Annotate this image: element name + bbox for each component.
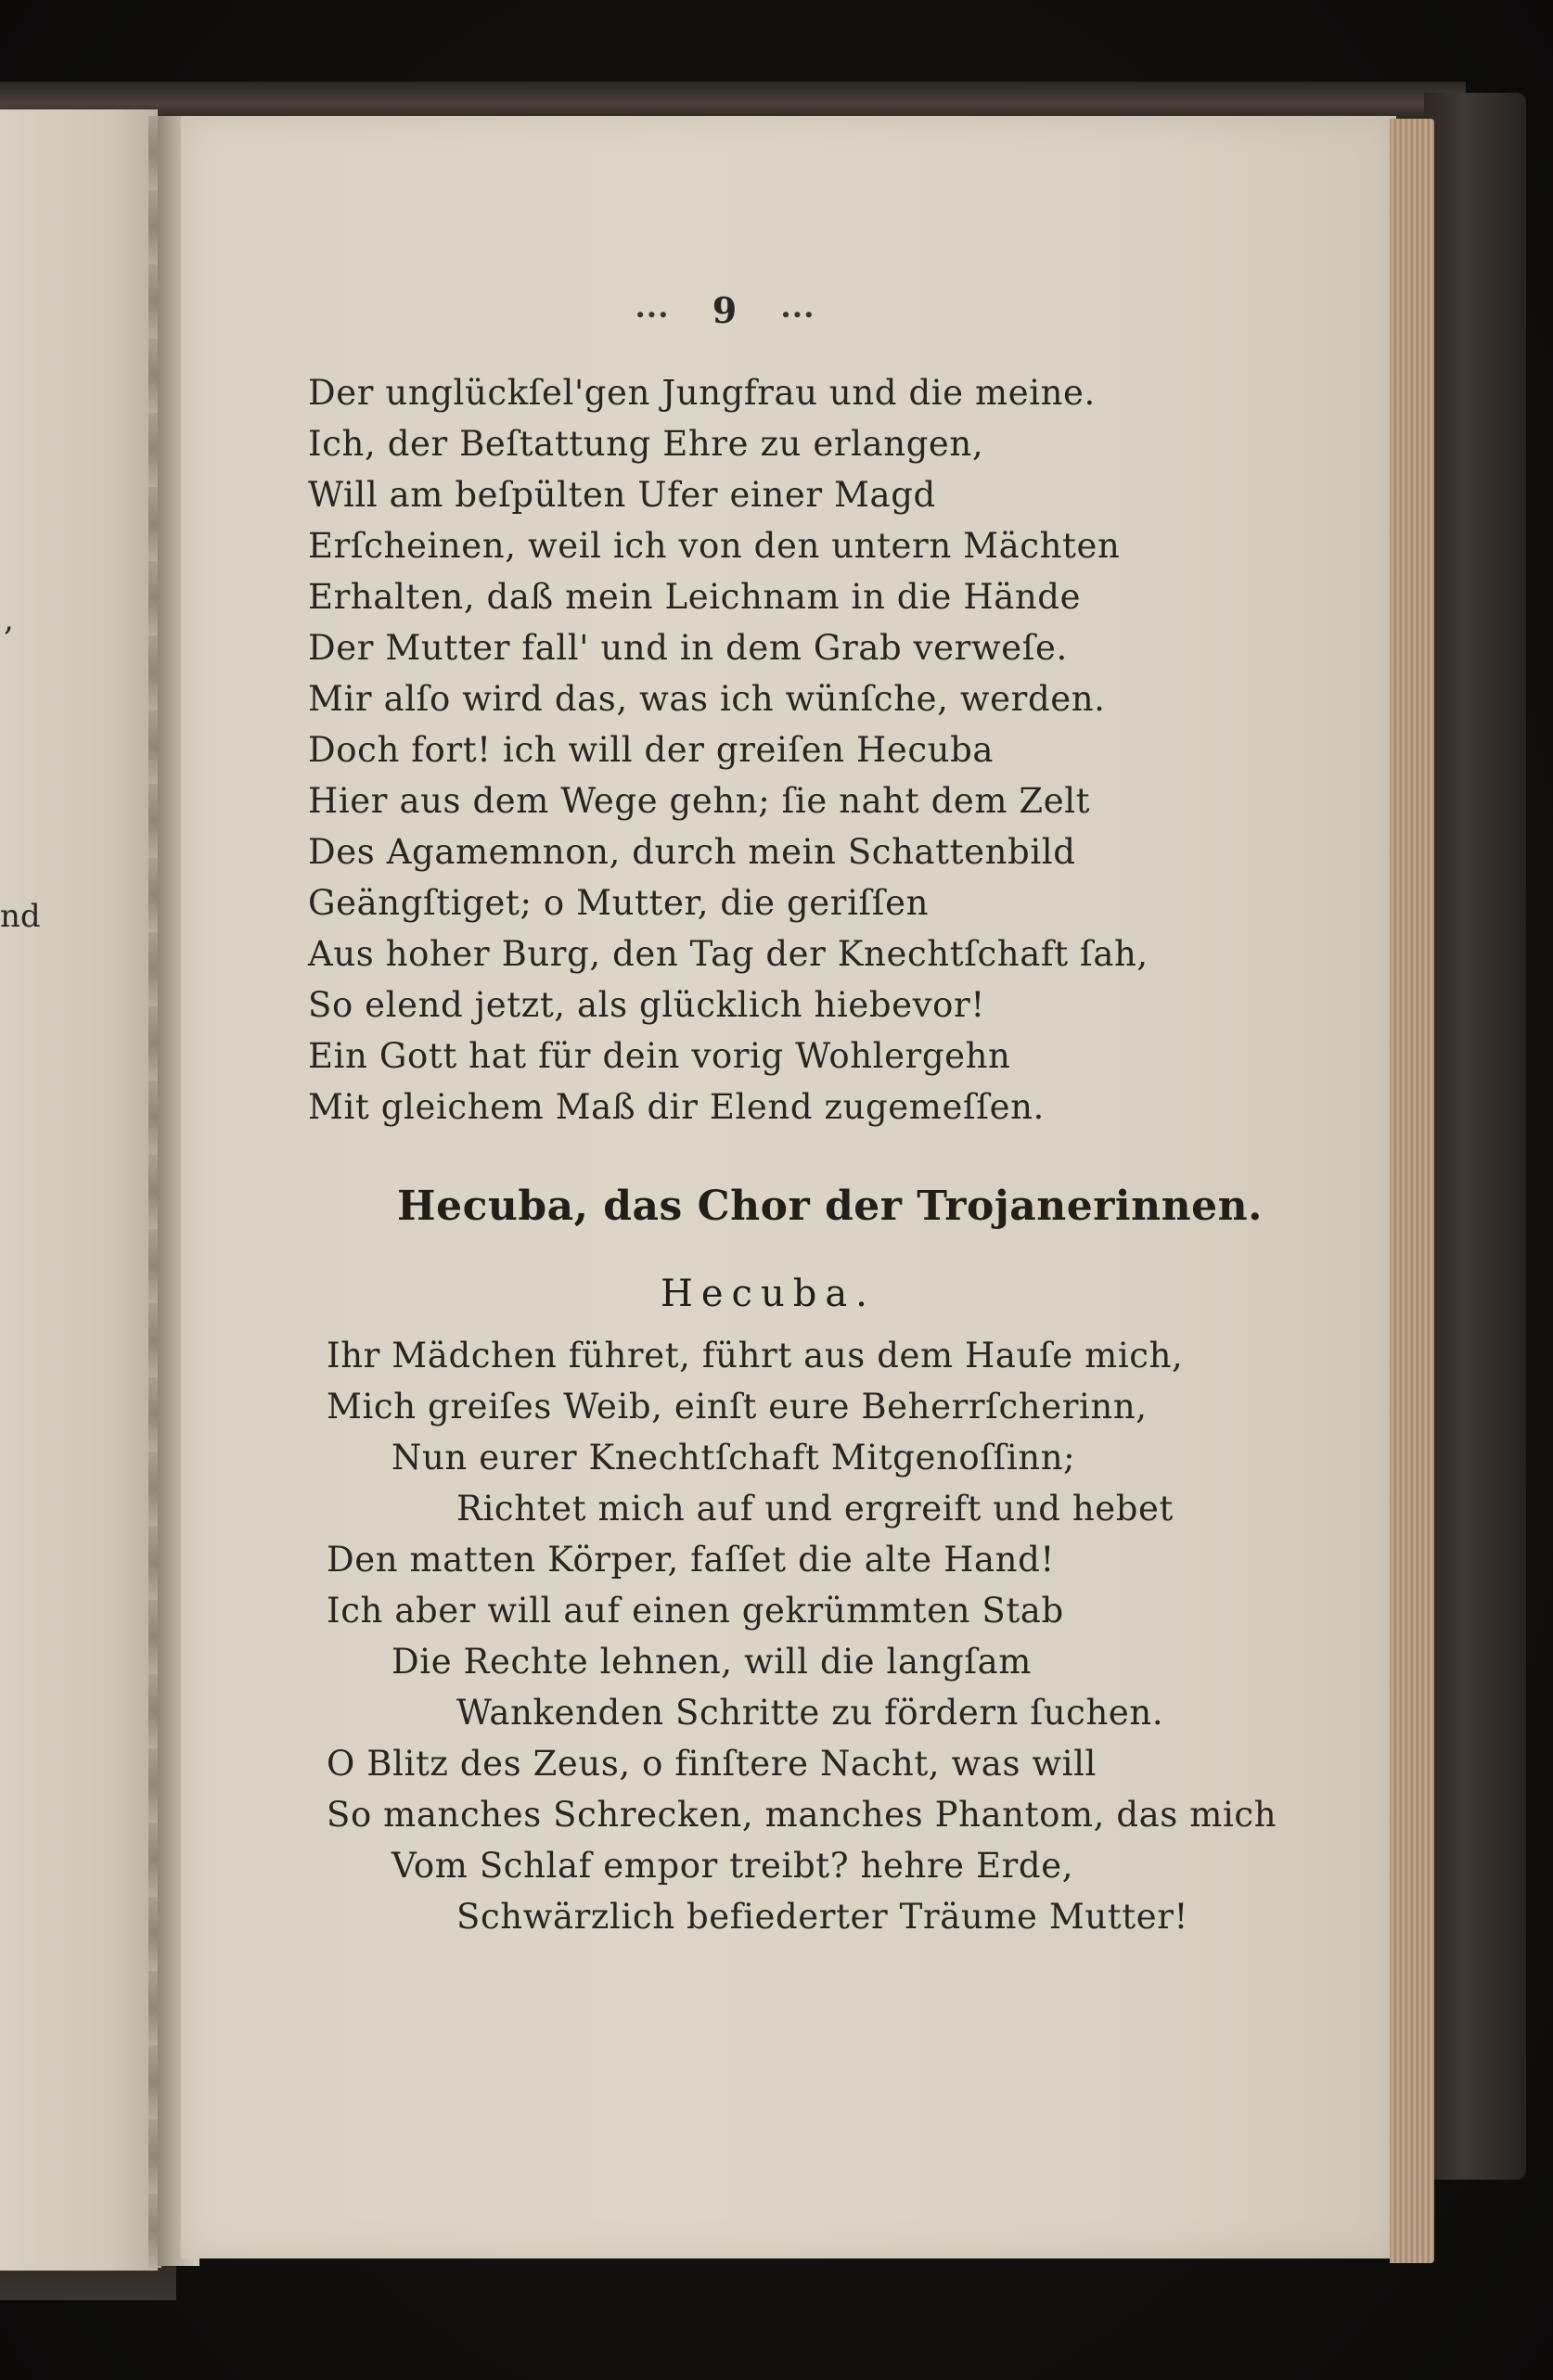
verse-line: Hier aus dem Wege gehn; ſie naht dem Zelt	[308, 781, 1091, 821]
verse-line: Ich aber will auf einen gekrümmten Stab	[327, 1591, 1064, 1631]
verse-line: Geängſtiget; o Mutter, die geriſſen	[308, 883, 930, 923]
left-page-fragment: nd	[0, 898, 41, 935]
verse-line: Schwärzlich befiederter Träume Mutter!	[456, 1897, 1188, 1937]
verse-line: Den matten Körper, faſſet die alte Hand!	[327, 1540, 1055, 1580]
book-cover-top	[0, 82, 1466, 119]
speaker-name: Hecuba.	[661, 1273, 876, 1315]
book-cover-right	[1424, 93, 1526, 2180]
verse-line: Wankenden Schritte zu fördern ſuchen.	[456, 1693, 1164, 1733]
verse-line: Erhalten, daß mein Leichnam in die Hände	[308, 577, 1082, 617]
verse-line: Des Agamemnon, durch mein Schattenbild	[308, 832, 1076, 872]
verse-line: Vom Schlaf empor treibt? hehre Erde,	[391, 1846, 1074, 1886]
verse-line: Ihr Mädchen führet, führt aus dem Hauſe mich,	[327, 1336, 1184, 1376]
verse-line: Ein Gott hat für dein vorig Wohlergehn	[308, 1036, 1011, 1076]
verse-line: Der unglückſel'gen Jungfrau und die meine.	[308, 373, 1096, 413]
page-stack-edge	[1390, 119, 1434, 2263]
page-header	[633, 289, 818, 331]
verse-line: Erſcheinen, weil ich von den untern Mächten	[308, 526, 1121, 566]
left-page-fragment: ,	[4, 601, 14, 638]
verse-line: Doch fort! ich will der greiſen Hecuba	[308, 730, 995, 770]
left-page	[0, 109, 158, 2271]
header-ornament-left: ∙∙∙	[635, 302, 671, 326]
verse-line: Der Mutter fall' und in dem Grab verweſe.	[308, 628, 1068, 668]
header-ornament-right: ∙∙∙	[780, 302, 816, 326]
verse-line: Die Rechte lehnen, will die langſam	[391, 1642, 1032, 1682]
verse-line: O Blitz des Zeus, o finſtere Nacht, was will	[327, 1744, 1097, 1784]
verse-line: Nun eurer Knechtſchaft Mitgenoſſinn;	[391, 1438, 1076, 1478]
page-number: 9	[712, 289, 739, 331]
verse-line: Aus hoher Burg, den Tag der Knechtſchaft ſah,	[308, 934, 1149, 974]
verse-line: Mir alſo wird das, was ich wünſche, werden.	[308, 679, 1106, 719]
verse-line: Mich greiſes Weib, einſt eure Beherrſcherinn,	[327, 1387, 1148, 1427]
verse-line: Will am beſpülten Ufer einer Magd	[308, 475, 936, 515]
verse-line: Richtet mich auf und ergreift und hebet	[456, 1489, 1174, 1529]
verse-line: So manches Schrecken, manches Phantom, das mich	[327, 1795, 1277, 1835]
verse-line: So elend jetzt, als glücklich hiebevor!	[308, 985, 985, 1025]
verse-line: Mit gleichem Maß dir Elend zugemeſſen.	[308, 1087, 1045, 1127]
scene-heading: Hecuba, das Chor der Trojanerinnen.	[397, 1183, 1263, 1230]
verse-line: Ich, der Beſtattung Ehre zu erlangen,	[308, 424, 984, 464]
